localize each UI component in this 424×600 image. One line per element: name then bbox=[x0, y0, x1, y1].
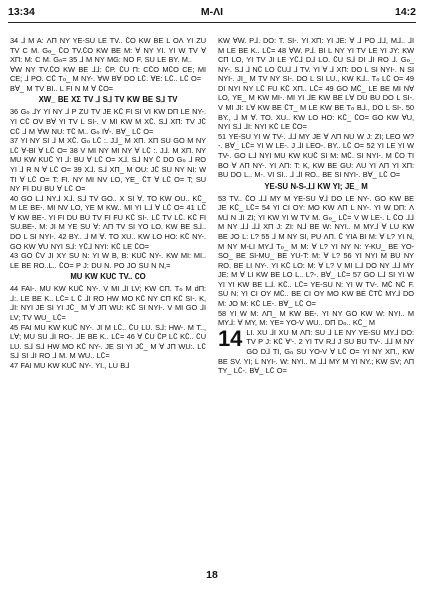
verse-paragraph: 45 FAI MU KW KU∁ NY-. JI M L∁.. ∁U LU. S⅃: HW-. M T.., L∀; MU SU ⅃I RO-. ⅃E BE K.. L∁= 46 ∀ ∁U ∁P L∁ K∁.. ∁U LU. S⅃ S⅃ HW MO K∁ NY-. JE SI YI J∁_ M ∀ JΠ WU:. L∁ S⅃ SI ⅃I RO ⅃ M. M WU.. L∁= bbox=[10, 322, 206, 361]
verse-paragraph: B∀_ M TV BI.. L FI N M ∀ ∁O= bbox=[10, 83, 114, 93]
verse-paragraph: 40 GO L⅃ NY⅃ X⅃. S⅃ TV GO.. X SI ∀. TO KW OU.. K∁_ M LE BE-. MI NV LO, YE M KW.. MI YI L⅃ ∀ L∁ O= 41 L∁ ∀ KW BE-. YI FI DU BU TV FI FU K∁ SI-. L∁ TV L∁. K∁ FI SU.BE-. M: JI M YE SU ∀: ɅΠ TV SI YO LO. KW BE S⅃.. DO L SI NYI-. 42 BY.. ⅃ M ∀. TO XU.. KW LO HO: K∁ NY-. GO KW ∀U NYI S⅃: Y∁⅃ NYI: K∁ LE ∁O= bbox=[10, 193, 206, 251]
verse-paragraph: 47 FAI MU KW KU∁ NY-. YI., LU B⅃ bbox=[10, 360, 130, 370]
verse-paragraph: 51 YE-SU YI W TV-. ⅃⅃ MY JE ∀ ɅΠ NU W J: ZI; LEO W?-. B∀_ L∁= YI W LE-. J ⅃I LEO-. BY.. L∁ O= 52 YI LE YI W TV-. GO L⅃ NYI MU KW KU∁ SI M: M∁. SI NYI-. M ∁O TI BO ∀ ɅΠ NY-. YI ɅΠ: T: K, KW BE GU: ɅU YI ɅΠ YI XΠ: BU DO L.. M-. VI SI.. ⅃ ⅃I RO.. BE SI NYI-. B∀_ L∁ O= bbox=[218, 131, 414, 180]
verse-paragraph: 43 GO ∁V JI XY SU N: YI W B, B: KU∁ NY-. KW MI: MI.. LE BE RO..L.. ∁O= P J: DU N. PO JO SU N N,= bbox=[10, 251, 206, 270]
section-heading: MU KW KU∁ TV.. ∁O bbox=[70, 272, 146, 282]
chapter-number: 14 bbox=[218, 325, 243, 351]
page-number: 18 bbox=[206, 569, 218, 581]
right-column bbox=[218, 36, 414, 376]
verse-paragraph: 34 ⅃ M A: ɅΠ NY YE-SU LE TV.. ∁O KW BE L OɅ YI ZU TV C M. Gℴ_ ∁O TV.∁O KW BE M: ∀ NY YI. YI W TV ∀ XΠ: M: C M. Gℴ= 35 ⅃ M NY MG: NO F. SU LE BY. M.. bbox=[10, 36, 206, 65]
chapter-opening-paragraph bbox=[218, 325, 414, 376]
left-column bbox=[10, 36, 206, 371]
verse-paragraph: 53 TV.. ∁O ⅃⅃ MY M YE-SU ∀⅃ DO LE NY-. GO KW BE JE K∁_ L∁= 54 YI CI OY: MO KW ɅΠ L NY-. YI W DΠ: Ʌ M⅃ N ⅃I ZI; YI KW YI W TV M. Gℴ_ L∁= V W LE-. L ∁O ⅃⅃ M NY ⅃⅃ ⅃⅃ XΠ J: ZI: N⅃ BE W: NYI.. M MY⅃ ∀ LU KW BE JO L: L? 55 ⅃ M NY SI, PU ɅΠ. ∁ YIA BI M: ∀ L? YI N, M NY M-LI MY⅃ Tℴ_ M M: ∀ L? YI NY N: Y-KU_ BE YO-SO_ BE SI-MU_ BE YU-T: M: ∀ L? 56 YI NYI M BU NY RO. BE LI NY-. YI K∁ LO: M: ∀ L? V MI L⅃ DO NY ⅃⅃ MY JE: M ∀ LI KW BE LO L.. L?-. B∀_ L∁= 57 GO L⅃ SI YI W YI YI KW BE L⅃. K∁.. L∁= YE-SU N: YI W TV-. M∁ N∁ F. SU N: YI CI OY M∁.. BE CI OY MO KW BE ∁T∁ MY⅃ DO M: JO M: K∁ LE-. B∀_ L∁ O= bbox=[218, 193, 414, 309]
section-heading: YE-SU N-S-⅃⅃ KW YI; JE_ M bbox=[264, 181, 368, 191]
verse-paragraph: 36 Gℴ ⅃Y YI NY ⅃ P ZU TV JE K∁ FI SI VI KW DΠ LE NY-. YI C∁ OV B∀ YI TV L SI-. V MI KW M X∁. S⅃ XΠ: TV J∁ C∁ ⅃ M ∀W NU: T∁ M.. Gℴ I∀-. B∀_ L∁ O= bbox=[10, 107, 206, 136]
verse-paragraph: ∀W NY TV.∁O KW BE ⅃⅃: ∁P. ∁U Π: C∁O M∁O CE; MI CE; ⅃ PO. C∁ Tℴ_ M NY-. ∀W B∀ DO L∁. ∀E: L∁.. L∁ O= bbox=[10, 64, 206, 84]
verse-paragraph: 58 YI W M: ɅΠ_ M KW BE-. YI NY GO KW W: NYI.. M MY⅃: ∀ MY, M: YE= YO-V WU.. DΠ Dℴ.. K∁_ M bbox=[218, 308, 414, 328]
header-rule bbox=[8, 22, 416, 23]
verse-paragraph: 37 YI NY SI ⅃ M X∁. Gℴ L∁ :. J⅃_ M XΠ. XΠ SU GO M NY L∁ ∀-BI ∀ L∁ O= 38 V MI NY MI NY ∀ L∁ :. J⅃. M XΠ. NY MU KW KU∁ YI ⅃: BU ∀ L∁ O= X⅃. S⅃ NY ∁ DO Gℴ ⅃ RO YI ⅃ R N ∀ L∁ O= 39 X⅃. S⅃ XΠ_ M OU: J∁ SU NY NI: W TI ∀ L∁ O= T: FI. NY MI NV LO, YE_ ∁T ∀ L∁ O= T; SU NY FI DU BU ∀ L∁ O= bbox=[10, 136, 206, 194]
header-chapter-verse-end: 14:2 bbox=[394, 6, 416, 18]
header-chapter-verse-start: 13:34 bbox=[8, 6, 35, 18]
section-heading: XW_ BE XΣ TV ⅃ S⅃ TV KW BE S⅃ TV bbox=[38, 95, 178, 105]
header-book-title: M-ɅI bbox=[200, 6, 224, 18]
verse-paragraph: KW ∀W. P⅃. DO: T. SI-. YI XΠ: YI JE: ∀ ⅃ PO ⅃⅃, M⅃.. ⅃I M LE BE K.. L∁= 48 ∀W. P⅃. BI L NY YI TV LE YI JY: KW CΠ LO, YI TV JI LE Y∁⅃ D⅃ LO. ∁U S⅃ DI ⅃I RO ⅃. Gℴ_ NY-. S⅃ ⅃ N∁ LO ∁U⅃ ⅃ TV. YI ∀ ⅃ XΠ: DO L SI NYI-. N SI NYI-. JI_ M TV NY SI-. DO L SI LU., KW K⅃.. Tℴ L∁ O= 49 DI NYI NY L∁ FU K∁ XΠ.. L∁= 49 GO M∁_ LE BE MI N∀ LO, YE_ M KW MI-. MI YI ⅃E KW BE L∀ DU BU DO L SI-. V MI JI: L∀ KW BE ∁T_ M LE KW BE Tℴ B⅃., DO L SI-. 50 BY., ⅃ M ∀. TO. XU.. KW LO HO: K∁_ ∁O= GO KW ∀U, NYI S⅃ ⅃I: NYI K∁ LE ∁O= bbox=[218, 36, 414, 132]
verse-text: LI. XU ⅃I XU M ɅΠ: SU ⅃ LE NY YE-SU MY⅃ DO: TV P J: K∁ ∀'-. 2 YI TV R⅃ J SU BU TV-. ⅃⅃ M NY GO D⅃ TI, Gℴ SU YO-V ∀ L∁ O= YI NY XΠ., KW BE SV. YI; L NYI-. W: NYI.. M ⅃⅃ MY M YI NY.; KW SV; ɅΠ TY_ L∁-. B∀_ L∁ O= bbox=[218, 327, 414, 376]
verse-paragraph: 44 FAI-. MU KW KU∁ NY-. V MI ⅃I LV; KW CΠ. Tℴ M dΠ: ⅃:. LE BE K.. L∁= L ∁ ⅃I RO HW MO K∁ NY CΠ K∁ SI-. K, ⅃I: NYI JE SI YI J∁_ M ∀ JΠ WU: K∁ SI NYI-. V MI GO ⅃I LV; TV WU_ L∁= bbox=[10, 284, 206, 323]
